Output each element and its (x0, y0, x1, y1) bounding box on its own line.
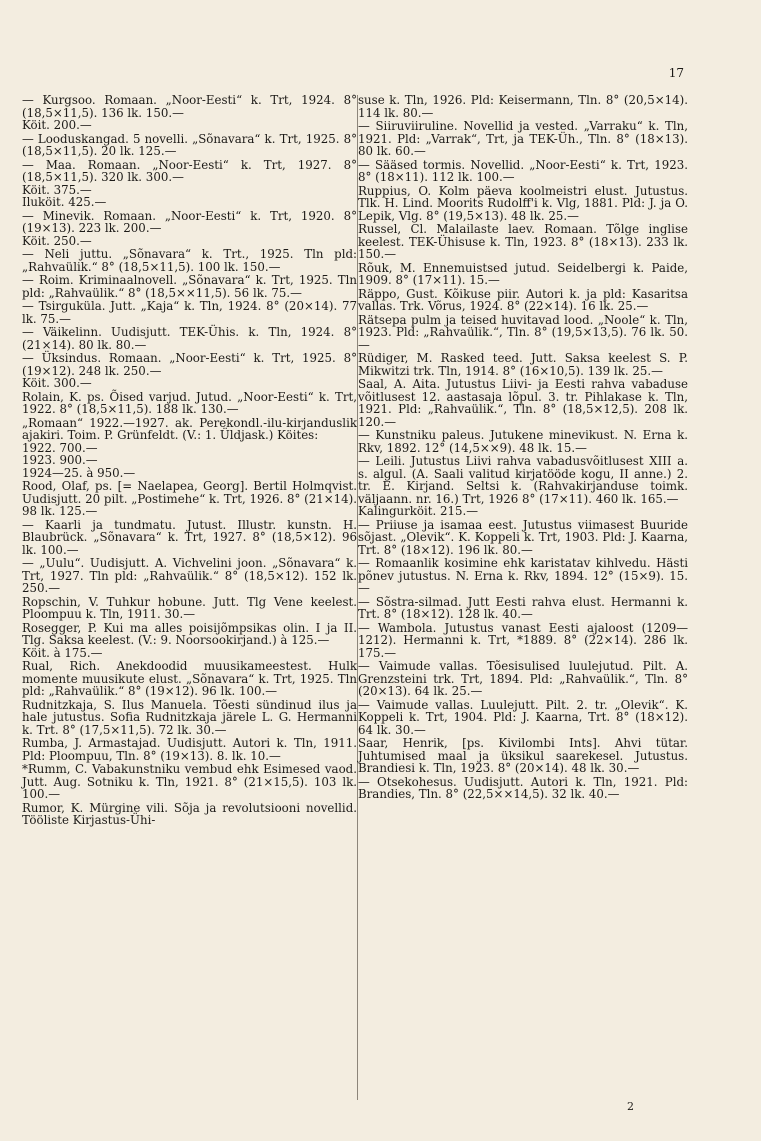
catalog-entry: Rumba, J. Armastajad. Uudisjutt. Autori k. Tln, 1911. Pld: Ploompuu, Tln. 8° (19×13). 8. lk. 10.— (22, 736, 357, 763)
catalog-entry: suse k. Tln, 1926. Pld: Keisermann, Tln. 8° (20,5×14). 114 lk. 80.— (358, 93, 688, 120)
catalog-entry: Saal, A. Aita. Jutustus Liivi- ja Eesti rahva vabaduse võitlusest 12. aastasaja lõpul. 3. tr. Pihlakase k. Tln, 1921. Pld: „Rahvaülik.“, Tln. 8° (18,5×12,5). 208 lk. 120.— (358, 377, 688, 429)
catalog-entry: Saar, Henrik, [ps. Kivilombi Ints]. Ahvi tütar. Juhtumised maal ja üksikul saarekesel. Jutustus. Brandiesi k. Tln, 1923. 8° (20×14). 48 lk. 30.— (358, 736, 688, 775)
catalog-entry: *Rumm, C. Vabakunstniku vembud ehk Esimesed vaod. Jutt. Aug. Sotniku k. Tln, 1921. 8° (21×15,5). 103 lk. 100.— (22, 762, 357, 801)
catalog-entry: Rõuk, M. Ennemuistsed jutud. Seidelbergi k. Paide, 1909. 8° (17×11). 15.— (358, 260, 688, 287)
catalog-entry: — Romaanlik kosimine ehk karistatav kihlvedu. Hästi põnev jutustus. N. Erna k. Rkv, 1894. 12° (15×9). 15.— (358, 556, 688, 595)
catalog-entry: — Tsirguküla. Jutt. „Kaja“ k. Tln, 1924. 8° (20×14). 77 lk. 75.— (22, 299, 357, 326)
catalog-entry: — Minevik. Romaan. „Noor-Eesti“ k. Trt, 1920. 8° (19×13). 223 lk. 200.— Köit. 250.— (22, 208, 357, 248)
catalog-entry: Rual, Rich. Anekdoodid muusikameestest. Hulk momente muusikute elust. „Sõnavara“ k. Trt, 1925. Tln pld: „Rahvaülik.“ 8° (19×12). 96 lk. 100.— (22, 659, 357, 698)
catalog-entry: Ropschin, V. Tuhkur hobune. Jutt. Tlg Vene keelest. Ploompuu k. Tln, 1911. 30.— (22, 594, 357, 621)
catalog-entry: „Romaan“ 1922.—1927. ak. Perekondl.-ilu-kirjanduslik ajakiri. Toim. P. Grünfeldt. (V.: 1. Üldjask.) Köites: 1922. 700.— 1923. 900.— 1924—25. à 950.— (22, 415, 357, 480)
catalog-entry: — Priiuse ja isamaa eest. Jutustus viimasest Buuride sõjast. „Olevik“. K. Koppeli k. Trt, 1903. Pld: J. Kaarna, Trt. 8° (18×12). 196 lk. 80.— (358, 517, 688, 557)
catalog-entry: — Wambola. Jutustus vanast Eesti ajaloost (1209—1212). Hermanni k. Trt, *1889. 8° (22×14). 286 lk. 175.— (358, 620, 688, 660)
footer-mark: 2 (627, 1100, 634, 1113)
catalog-entry: — Vaimude vallas. Tõesisulised luulejutud. Pilt. A. Grenzsteini trk. Trt, 1894. Pld: „Rahvaülik.“, Tln. 8° (20×13). 64 lk. 25.— (358, 659, 688, 698)
catalog-entry: — Väikelinn. Uudisjutt. TEK-Ühis. k. Tln, 1924. 8° (21×14). 80 lk. 80.— (22, 325, 357, 352)
catalog-entry: — Kaarli ja tundmatu. Jutust. Illustr. kunstn. H. Blaubrück. „Sõnavara“ k. Trt, 1927. 8° (18,5×12). 96 lk. 100.— (22, 517, 357, 557)
catalog-entry: Rüdiger, M. Rasked teed. Jutt. Saksa keelest S. P. Mikwitzi trk. Tln, 1914. 8° (16×10,5). 139 lk. 25.— (358, 351, 688, 378)
right-column (358, 94, 688, 802)
catalog-entry: — Sõstra-silmad. Jutt Eesti rahva elust. Hermanni k. Trt. 8° (18×12). 128 lk. 40.— (358, 594, 688, 621)
catalog-entry: — Neli juttu. „Sõnavara“ k. Trt., 1925. Tln pld: „Rahvaülik.“ 8° (18,5×11,5). 100 lk. 150.— (22, 247, 357, 274)
catalog-entry: — Looduskangad. 5 novelli. „Sõnavara“ k. Trt, 1925. 8° (18,5×11,5). 20 lk. 125.— (22, 131, 357, 158)
catalog-entry: Rudnitzkaja, S. Ilus Manuela. Tõesti sündinud ilus ja hale jutustus. Sofia Rudnitzkaja järele L. G. Hermanni k. Trt. 8° (17,5×11,5). 72 lk. 30.— (22, 697, 357, 737)
page-number: 17 (668, 66, 684, 80)
catalog-entry: — Üksindus. Romaan. „Noor-Eesti“ k. Trt, 1925. 8° (19×12). 248 lk. 250.— Köit. 300.— (22, 351, 357, 390)
catalog-entry: Rosegger, P. Kui ma alles poisijõmpsikas olin. I ja II. Tlg. Saksa keelest. (V.: 9. Noorsookirjand.) à 125.— Köit. à 175.— (22, 620, 357, 660)
catalog-entry: — Roim. Kriminaalnovell. „Sõnavara“ k. Trt, 1925. Tln pld: „Rahvaülik.“ 8° (18,5××11,5). 56 lk. 75.— (22, 273, 357, 300)
catalog-entry: — Otsekohesus. Uudisjutt. Autori k. Tln, 1921. Pld: Brandies, Tln. 8° (22,5××14,5). 32 lk. 40.— (358, 774, 688, 801)
catalog-entry: Rumor, K. Mürgine vili. Sõja ja revolutsiooni novellid. Tööliste Kirjastus-Ühi- (22, 800, 357, 827)
catalog-entry: Ruppius, O. Kolm päeva koolmeistri elust. Jutustus. Tlk. H. Lind. Moorits Rudolff'i k. Vlg, 1881. Pld: J. ja O. Lepik, Vlg. 8° (19,5×13). 48 lk. 25.— (358, 183, 688, 223)
catalog-entry: — „Uulu“. Uudisjutt. A. Vichvelini joon. „Sõnavara“ k. Trt, 1927. Tln pld: „Rahvaülik.“ 8° (18,5×12). 152 lk. 250.— (22, 556, 357, 595)
catalog-entry: Rolain, K. ps. Õised varjud. Jutud. „Noor-Eesti“ k. Trt, 1922. 8° (18,5×11,5). 188 lk. 130.— (22, 389, 357, 416)
catalog-entry: Rätsepa pulm ja teised huvitavad lood. „Noole“ k. Tln, 1923. Pld: „Rahvaülik.“, Tln. 8° (19,5×13,5). 76 lk. 50.— (358, 312, 688, 352)
catalog-entry: Russel, Cl. Malailaste laev. Romaan. Tõlge inglise keelest. TEK-Ühisuse k. Tln, 1923. 8° (18×13). 233 lk. 150.— (358, 222, 688, 261)
catalog-entry: Räppo, Gust. Kõikuse piir. Autori k. ja pld: Kasaritsa vallas. Trk. Võrus, 1924. 8° (22×14). 16 lk. 25.— (358, 286, 688, 313)
catalog-entry: Rood, Olaf, ps. [= Naelapea, Georg]. Bertil Holmqvist. Uudisjutt. 20 pilt. „Postimehe“ k. Trt, 1926. 8° (21×14). 98 lk. 125.— (22, 479, 357, 518)
catalog-entry: — Maa. Romaan. „Noor-Eesti“ k. Trt, 1927. 8° (18,5×11,5). 320 lk. 300.— Köit. 375.— Iluköit. 425.— (22, 157, 357, 209)
catalog-entry: — Kurgsoo. Romaan. „Noor-Eesti“ k. Trt, 1924. 8° (18,5×11,5). 136 lk. 150.— Köit. 200.— (22, 93, 357, 132)
catalog-entry: — Vaimude vallas. Luulejutt. Pilt. 2. tr. „Olevik“. K. Koppeli k. Trt, 1904. Pld: J. Kaarna, Trt. 8° (18×12). 64 lk. 30.— (358, 697, 688, 737)
catalog-entry: — Siiruviiruline. Novellid ja vested. „Varraku“ k. Tln, 1921. Pld: „Varrak“, Trt, ja TEK-Üh., Tln. 8° (18×13). 80 lk. 60.— (358, 119, 688, 158)
left-column (22, 94, 357, 828)
catalog-entry: — Leili. Jutustus Liivi rahva vabadusvõitlusest XIII a. s. algul. (A. Saali valitud kirjatööde kogu, II anne.) 2. tr. E. Kirjand. Seltsi k. (Rahvakirjanduse toimk. väljaann. nr. 16.) Trt, 1926 8° (17×11). 460 lk. 165.— Kalingurköit. 215.— (358, 454, 688, 518)
catalog-entry: — Kunstniku paleus. Jutukene minevikust. N. Erna k. Rkv, 1892. 12° (14,5××9). 48 lk. 15.— (358, 428, 688, 455)
catalog-entry: — Sääsed tormis. Novellid. „Noor-Eesti“ k. Trt, 1923. 8° (18×11). 112 lk. 100.— (358, 157, 688, 184)
